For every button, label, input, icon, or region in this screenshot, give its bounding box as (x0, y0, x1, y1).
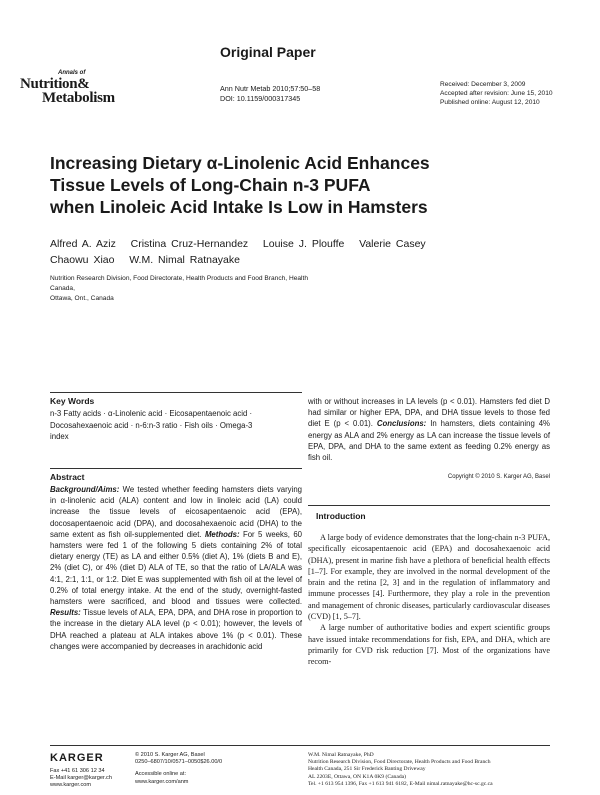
correspondence-line-2: Health Canada, 251 Sir Frederick Banting Driveway (308, 766, 426, 773)
publisher-fax: Fax +41 61 306 12 34 (50, 768, 105, 774)
publication-info (135, 752, 222, 786)
keywords-line-2: Docosahexaenoic acid · n-6:n-3 ratio · Fish oils · Omega-3 (50, 420, 253, 430)
introduction-paragraph-1: A large body of evidence demonstrates that the long-chain n-3 PUFA, specifically eicosapentaenoic acid (EPA) and docosahexaenoic acid (DHA), present in marine fish have a plethora of beneficial health effects [1–7]. For example, they are involved in the normal development of the brain and the retina [2, 3] and in the regulation of inflammatory and immune processes [4]. Furthermore, they play a role in the prevention and management of chronic diseases, particularly cardiovascular diseases (CVD) [1, 5–7]. (308, 533, 550, 622)
abstract-body (50, 484, 302, 652)
keywords-line-3: index (50, 432, 69, 441)
abstract-background-text: We tested whether feeding hamsters diets varying in α-linolenic acid (ALA) content and low in linoleic acid (LA) could increase the tissue levels of eicosapentaenoic acid (EPA), docosapentaenoic acid (DPA), and docosahexaenoic acid (DHA) to the same extent as fish oil-supplemented diet. (50, 485, 302, 539)
publication-issn: 0250–6807/10/0571–0050$26.00/0 (135, 759, 223, 766)
title-line-3: when Linoleic Acid Intake Is Low in Hamsters (50, 197, 428, 217)
abstract-methods-text: For 5 weeks, 60 hamsters were fed 1 of the following 5 diets containing 2% of total dietary energy (TE) as LA and either 0.5% (diet A), 1% (diets B and E), 2% (diet C), or 4% (diet D) ALA of TE, so that the ratio of LA/ALA was 4:1, 2:1, 1:1, or 1:2. Diet E was supplemented with fish oil at the level of 0.2% of total energy intake. At the end of the study, overnight-fasted hamsters were sacrificed, and blood and tissues were collected. (50, 529, 302, 607)
introduction-heading: Introduction (316, 511, 366, 521)
title-line-1: Increasing Dietary α-Linolenic Acid Enhances (50, 153, 430, 173)
keywords-heading: Key Words (50, 396, 95, 406)
abstract-continued-text: with or without increases in LA levels (p < 0.01). Hamsters fed diet D had similar or higher EPA, DPA, and DHA tissue levels to those fed diet E (p < 0.01). (308, 397, 550, 429)
correspondence-line-3: AL 2203E, Ottawa, ON K1A 0K9 (Canada) (308, 773, 406, 780)
affiliation-line-2: Ottawa, Ont., Canada (50, 295, 114, 302)
journal-logo-small-text: Annals of (58, 70, 86, 76)
affiliation (50, 274, 320, 304)
title-line-2: Tissue Levels of Long-Chain n-3 PUFA (50, 175, 371, 195)
authors-line-1: Alfred A. Aziz Cristina Cruz-Hernandez Louise J. Plouffe Valerie Casey (50, 238, 426, 250)
introduction-top-rule (308, 505, 550, 506)
correspondence-address (308, 752, 558, 788)
publisher-website: www.karger.com (50, 782, 92, 789)
access-url: www.karger.com/anm (135, 778, 189, 785)
citation (220, 84, 320, 104)
abstract-methods-label: Methods: (204, 529, 240, 539)
article-dates (440, 80, 553, 107)
keywords-list (50, 408, 300, 443)
abstract-top-rule (50, 468, 302, 469)
column2-top-rule (308, 392, 550, 393)
keywords-line-1: n-3 Fatty acids · α-Linolenic acid · Eicosapentaenoic acid · (50, 409, 253, 418)
published-date: Published online: August 12, 2010 (440, 99, 540, 106)
citation-doi: DOI: 10.1159/000317345 (220, 94, 301, 103)
publisher-email: E-Mail karger@karger.ch (50, 775, 112, 782)
publication-copyright: © 2010 S. Karger AG, Basel (135, 752, 205, 758)
document-type-label: Original Paper (220, 44, 316, 60)
correspondence-line-4: Tel. +1 613 954 1396, Fax +1 613 941 6182, E-Mail nimal.ratnayake@hc-sc.gc.ca (308, 780, 493, 787)
abstract-results-text: Tissue levels of ALA, EPA, DPA, and DHA rose in proportion to the increase in the dietary ALA level (p < 0.01); however, the levels of DHA reached a plateau at ALA intakes above 1% (p < 0.01). These changes were accompanied by decreases in arachidonic acid (50, 608, 302, 651)
accepted-date: Accepted after revision: June 15, 2010 (440, 90, 553, 97)
correspondence-name: W.M. Nimal Ratnayake, PhD (308, 752, 374, 758)
abstract-conclusions-text: In hamsters, diets containing 4% energy as ALA and 2% energy as LA can increase the tissue levels of EPA, DPA, and DHA to the same extent as feeding 0.2% energy as fish oil. (308, 419, 550, 463)
affiliation-line-1: Nutrition Research Division, Food Directorate, Health Products and Food Branch, Health Canada, (50, 275, 309, 292)
correspondence-line-1: Nutrition Research Division, Food Directorate, Health Products and Food Branch (308, 759, 491, 766)
authors-line-2: Chaowu Xiao W.M. Nimal Ratnayake (50, 254, 240, 266)
journal-logo (20, 70, 155, 108)
journal-logo-line2: Metabolism (42, 90, 115, 106)
introduction-paragraph-2: A large number of authoritative bodies and expert scientific groups have issued intake recommendations for fish, EPA, and DHA, which are primarily for CVD risk reduction [7]. Most of the organizations have recom- (308, 623, 550, 667)
publisher-name: KARGER (50, 752, 104, 764)
keywords-top-rule (50, 392, 302, 393)
access-label: Accessible online at: (135, 771, 186, 778)
abstract-copyright: Copyright © 2010 S. Karger AG, Basel (447, 474, 550, 480)
journal-logo-line1: Nutrition& (20, 76, 90, 92)
abstract-results-label: Results: (50, 608, 81, 618)
citation-journal: Ann Nutr Metab 2010;57:50–58 (220, 84, 321, 93)
footer-rule (50, 745, 550, 746)
abstract-background-label: Background/Aims: (50, 485, 120, 494)
abstract-continuation (308, 396, 550, 463)
received-date: Received: December 3, 2009 (440, 81, 526, 88)
article-title (50, 152, 570, 218)
abstract-conclusions-label: Conclusions: (376, 419, 427, 429)
abstract-heading: Abstract (50, 472, 85, 482)
publisher-contact (50, 768, 112, 790)
introduction-body (308, 532, 550, 668)
